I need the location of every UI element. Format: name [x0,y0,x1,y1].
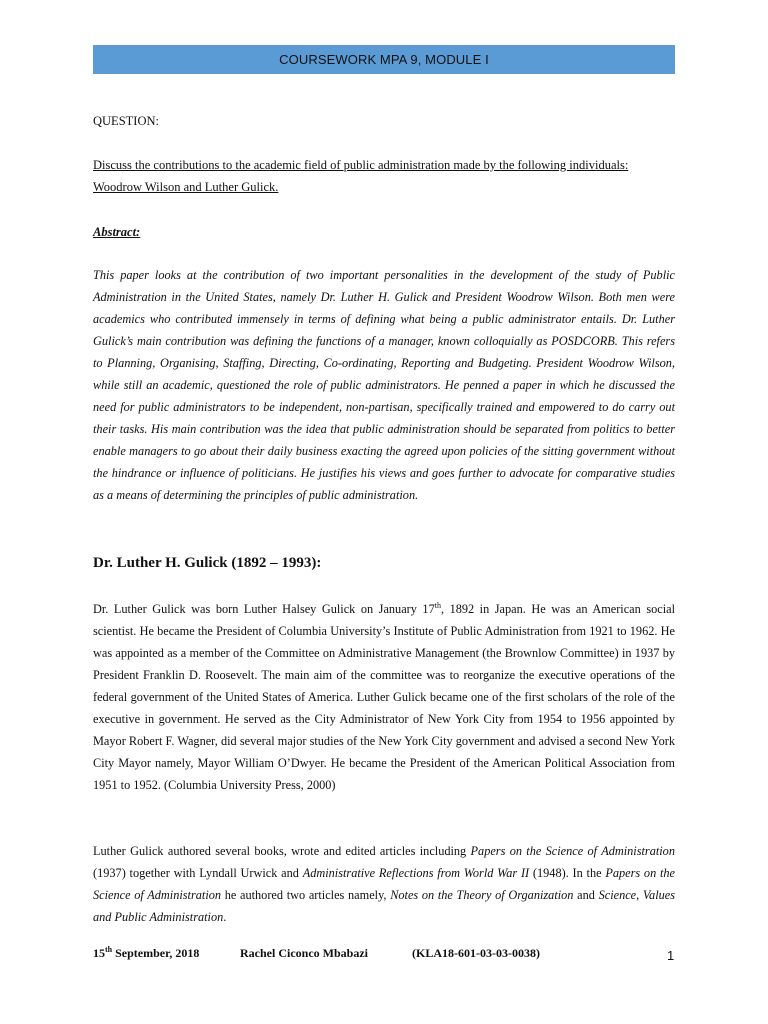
p2-title-1: Papers on the Science of Administration [470,844,675,858]
section-heading-row [93,554,675,572]
document-header-title: COURSEWORK MPA 9, MODULE I [279,52,489,67]
biography-block [93,598,675,796]
p2-seg-1: Luther Gulick authored several books, wrote and edited articles including [93,844,471,858]
p2-title-2: Administrative Reflections from World War II [302,866,530,880]
publications-block [93,840,675,928]
p2-seg-9: and [573,888,599,902]
question-text: Discuss the contributions to the academic field of public administration made by the following individuals: Woodrow Wilson and Luther Gulick. [93,158,629,194]
footer-registration-number: (KLA18-601-03-03-0038) [412,946,540,960]
bio-p1-part-b: , 1892 in Japan. He was an American social scientist. He became the President of Columbia University’s Institute of Public Administration from 1921 to 1962. He was appointed as a member of the Committee on Administrative Management (the Brownlow Committee) in 1937 by President Franklin D. Roosevelt. The main aim of the committee was to reorganize the executive operations of the federal government of the United States of America. Luther Gulick became one of the first scholars of the role of the executive in government. He served as the City Administrator of New York City from 1954 to 1956 appointed by Mayor Robert F. Wagner, did several major studies of the New York City government and advised a second New York City Mayor namely, Mayor William O’Dwyer. He became the President of the American Political Association from 1951 to 1952. (Columbia University Press, 2000) [93,602,675,792]
p2-title-5: Science, Values and Public Administration [93,888,675,924]
abstract-block [93,264,675,506]
biography-paragraph-2 [93,840,675,928]
bio-p1-superscript: th [434,600,441,610]
footer-date-day: 15 [93,946,105,960]
p2-title-3: Papers on the Science of Administration [93,866,676,902]
p2-seg-11: . [223,910,227,924]
abstract-heading-row [93,223,675,241]
p2-seg-3: (1937) together with Lyndall Urwick and [93,866,303,880]
footer-date [93,946,199,961]
footer-author: Rachel Ciconco Mbabazi [240,946,368,960]
page-number: 1 [667,948,675,963]
question-label [93,112,675,130]
abstract-paragraph: This paper looks at the contribution of two important personalities in the development of the study of Public Administration in the United States, namely Dr. Luther H. Gulick and President Woodrow Wilson. Both men were academics who contributed immensely in terms of defining what being a public administrator entails. Dr. Luther Gulick’s main contribution was defining the functions of a manager, known colloquially as POSDCORB. This refers to Planning, Organising, Staffing, Directing, Co-ordinating, Reporting and Budgeting. President Woodrow Wilson, while still an academic, questioned the role of public administrators. He penned a paper in which he discussed the need for public administrators to be independent, non-partisan, specifically trained and empowered to do carry out their tasks. His main contribution was the idea that public administration should be separated from politics to better enable managers to go about their daily business exacting the agreed upon policies of the sitting government without the hindrance or influence of politicians. He justifies his views and goes further to advocate for comparative studies as a means of determining the principles of public administration. [93,268,675,502]
question-block [93,154,675,198]
footer-date-sup: th [105,945,113,954]
abstract-heading: Abstract: [93,225,141,239]
header-bar [93,45,675,74]
p2-title-4: Notes on the Theory of Organization [390,888,574,902]
page-footer [93,946,678,966]
footer-date-rest: September, 2018 [112,946,200,960]
p2-seg-5: (1948). In the [529,866,606,880]
bio-p1-part-a: Dr. Luther Gulick was born Luther Halsey Gulick on January 17 [93,602,435,616]
section-heading: Dr. Luther H. Gulick (1892 – 1993): [93,555,322,571]
biography-paragraph-1 [93,598,675,796]
question-label-text: QUESTION: [93,114,159,128]
p2-seg-7: he authored two articles namely, [221,888,391,902]
